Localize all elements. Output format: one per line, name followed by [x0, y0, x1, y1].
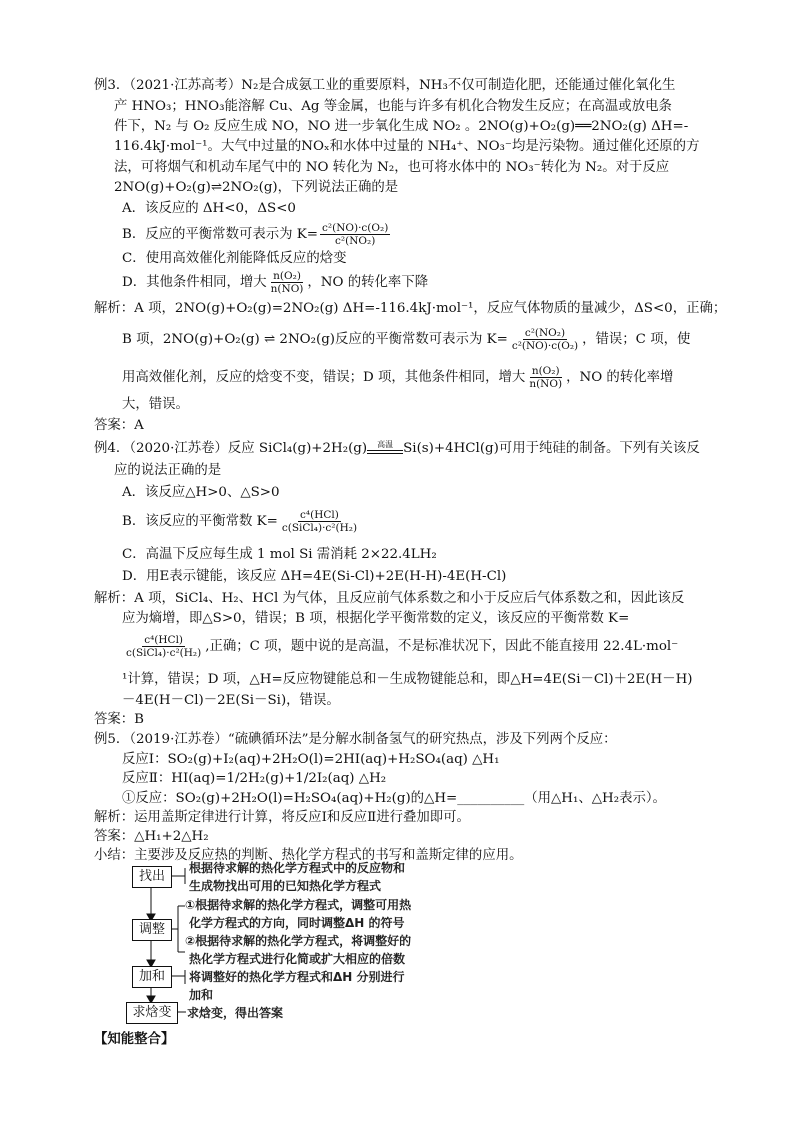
ex4-solution-line5: －4E(H－Cl)－2E(Si－Si)，错误。 — [122, 693, 340, 708]
denominator: c²(NO)·c(O₂) — [511, 340, 579, 352]
ex5-solution: 解析：运用盖斯定律进行计算，将反应Ⅰ和反应Ⅱ进行叠加即可。 — [94, 810, 470, 825]
ex3-solution-text-end: ，NO 的转化率增 — [566, 370, 674, 385]
numerator: c²(NO₂) — [524, 327, 566, 339]
denominator: n(NO) — [529, 378, 563, 390]
ex5-reaction-2: 反应Ⅱ：HI(aq)=1/2H₂(g)+1/2I₂(aq) △H₂ — [122, 771, 387, 786]
ex4-solution-text-end: ,正确；C 项，题中说的是高温，不是标准状况下，因此不能直接用 22.4L·mol⁻ — [205, 639, 679, 654]
ex4-line1-text: 例4．（2020·江苏卷）反应 SiCl₄(g)+2H₂(g) — [94, 441, 368, 456]
ex4-option-c: C．高温下反应每生成 1 mol Si 需消耗 2×22.4LH₂ — [122, 547, 437, 562]
ex4-option-a: A．该反应△H>0、△S>0 — [122, 485, 280, 500]
arrow-condition: 高温 — [377, 439, 394, 449]
ex5-line1: 例5．（2019·江苏卷）“硫碘循环法”是分解水制备氢气的研究热点，涉及下列两个反应： — [94, 732, 617, 747]
flow-step-adjust: 调整 — [132, 919, 172, 941]
ex3-line3: 件下，N₂ 与 O₂ 反应生成 NO，NO 进一步氧化生成 NO₂ 。2NO(g)+O₂(g)══2NO₂(g) ΔH=- — [114, 119, 689, 134]
ex3-option-a: A．该反应的 ΔH<0，ΔS<0 — [122, 201, 296, 216]
denominator: c²(NO₂) — [335, 235, 376, 247]
flow-step-sum-desc-1: 将调整好的热化学方程式和ΔH 分别进行 — [189, 970, 405, 984]
summary-text: 小结：主要涉及反应热的判断、热化学方程式的书写和盖斯定律的应用。 — [94, 848, 523, 863]
flow-step-find: 找出 — [132, 866, 172, 888]
ex3-solution-text: 用高效催化剂，反应的焓变不变，错误；D 项，其他条件相同，增大 — [122, 370, 526, 385]
ex4-option-b-text: B．该反应的平衡常数 K= — [122, 514, 278, 529]
ex4-option-d: D．用E表示键能，该反应 ΔH=4E(Si-Cl)+2E(H-H)-4E(H-Cl) — [122, 569, 507, 584]
ex4-line2: 应的说法正确的是 — [114, 463, 222, 478]
ex3-answer: 答案：A — [94, 418, 144, 433]
ex4-solution-line4: ¹计算，错误；D 项，△H=反应物键能总和－生成物键能总和，即△H=4E(Si－Cl)＋2E(H－H) — [122, 672, 693, 687]
flow-step-sum-desc-2: 加和 — [189, 988, 214, 1002]
ex4-solution-line1: 解析：A 项，SiCl₄、H₂、HCl 为气体，且反应前气体系数之和小于反应后气体系数之和，因此该反 — [94, 591, 685, 606]
flow-step-sum: 加和 — [132, 966, 172, 988]
ex3-solution-line1: 解析：A 项，2NO(g)+O₂(g)=2NO₂(g) ΔH=-116.4kJ·mol⁻¹，反应气体物质的量减少，ΔS<0，正确； — [94, 301, 727, 316]
ex4-line1-text-end: Si(s)+4HCl(g)可用于纯硅的制备。下列有关该反 — [403, 441, 700, 456]
ex4-solution-line2: 应为熵增，即△S>0，错误；B 项，根据化学平衡常数的定义，该反应的平衡常数 K= — [122, 611, 630, 626]
numerator: n(O₂) — [531, 365, 560, 377]
ex3-line6: 2NO(g)+O₂(g)⇌2NO₂(g)，下列说法正确的是 — [114, 180, 399, 195]
ex3-solution-line4: 大，错误。 — [122, 397, 189, 412]
section-heading: 【知能整合】 — [94, 1031, 175, 1047]
ex3-line4: 116.4kJ·mol⁻¹。大气中过量的NOₓ和水体中过量的 NH₄⁺、NO₃⁻均是污染物。通过催化还原的方 — [114, 139, 700, 154]
ex3-solution-text: B 项，2NO(g)+O₂(g) ⇌ 2NO₂(g)反应的平衡常数可表示为 K= — [122, 332, 508, 347]
flow-step-find-desc-2: 生成物找出可用的已知热化学方程式 — [189, 879, 382, 893]
flow-step-enthalpy-desc: 求焓变，得出答案 — [187, 1006, 284, 1020]
flow-step-adjust-desc-3: ②根据待求解的热化学方程式，将调整好的 — [185, 934, 412, 948]
ex3-solution-text-end: ，错误；C 项，使 — [582, 332, 691, 347]
denominator: n(NO) — [270, 283, 304, 295]
numerator: c²(NO)·c(O₂) — [322, 222, 389, 234]
denominator: c(SiCl₄)·c²(H₂) — [126, 647, 202, 659]
ex5-reaction-1: 反应Ⅰ：SO₂(g)+I₂(aq)+2H₂O(l)=2HI(aq)+H₂SO₄(aq) △H₁ — [122, 752, 500, 767]
ex3-line1: 例3．（2021·江苏高考）N₂是合成氨工业的重要原料，NH₃不仅可制造化肥，还能通过催化氧化生 — [94, 78, 676, 93]
denominator: c(SiCl₄)·c²(H₂) — [281, 522, 358, 534]
ex4-answer: 答案：B — [94, 712, 145, 727]
flow-step-adjust-desc-1: ①根据待求解的热化学方程式，调整可用热 — [185, 898, 412, 912]
numerator: c⁴(HCl) — [300, 509, 339, 521]
flow-step-enthalpy: 求焓变 — [126, 1002, 178, 1024]
ex3-option-d-text: D．其他条件相同，增大 — [122, 275, 267, 290]
ex5-question: ①反应：SO₂(g)+2H₂O(l)=H₂SO₄(aq)+H₂(g)的△H=__________（用△H₁、△H₂表示）。 — [122, 791, 666, 806]
ex5-answer: 答案：△H₁+2△H₂ — [94, 829, 209, 844]
flow-step-adjust-desc-2: 化学方程式的方向，同时调整ΔH 的符号 — [189, 916, 405, 930]
ex3-line5: 法，可将烟气和机动车尾气中的 NO 转化为 N₂，也可将水体中的 NO₃⁻转化为 N₂。对于反应 — [114, 160, 670, 175]
ex3-line2: 产 HNO₃；HNO₃能溶解 Cu、Ag 等金属，也能与许多有机化合物发生反应；在高温或放电条 — [114, 99, 672, 114]
ex3-option-d-text-end: ，NO 的转化率下降 — [307, 275, 429, 290]
numerator: c⁴(HCl) — [144, 634, 184, 646]
ex3-option-c: C．使用高效催化剂能降低反应的焓变 — [122, 251, 347, 266]
numerator: n(O₂) — [273, 270, 301, 282]
flow-step-find-desc-1: 根据待求解的热化学方程式中的反应物和 — [189, 861, 406, 875]
flow-step-adjust-desc-4: 热化学方程式进行化简或扩大相应的倍数 — [189, 952, 406, 966]
ex3-option-b-text: B．反应的平衡常数可表示为 K= — [122, 227, 319, 242]
